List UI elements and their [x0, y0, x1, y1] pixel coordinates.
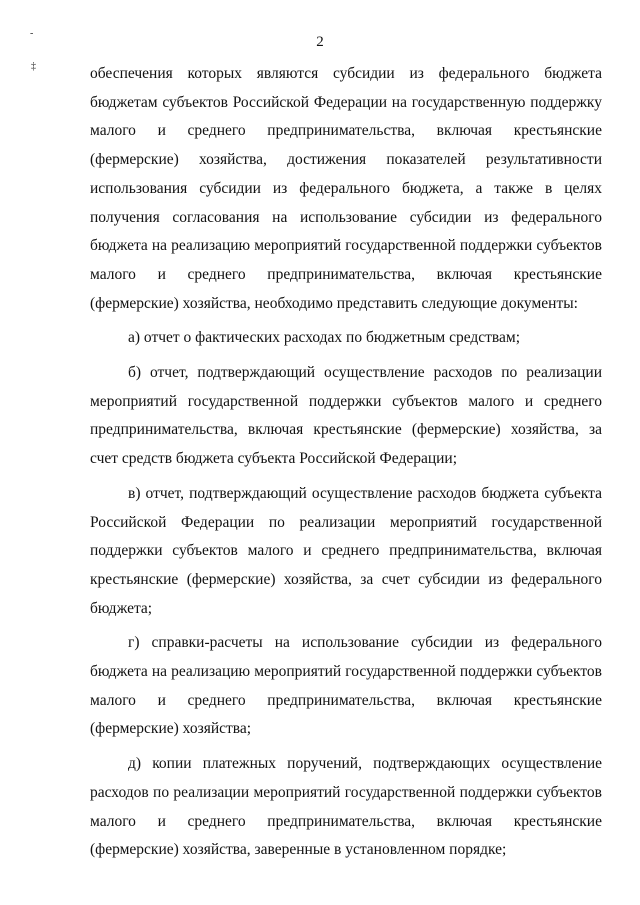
scan-mark: - [30, 28, 34, 39]
list-item-b: б) отчет, подтверждающий осуществление расходов по реализации мероприятий государственной поддержки субъектов малого и среднего предпринимательства, включая крестьянские (фермерские) хозяйства, за счет средств бюджета субъекта Российской Федерации; [90, 364, 602, 468]
list-item-g: г) справки-расчеты на использование субсидии из федерального бюджета на реализацию мероприятий государственной поддержки субъектов малого и среднего предпринимательства, включая крестьянские (фермерские) хозяйства; [90, 634, 602, 738]
page-number: 2 [316, 34, 324, 50]
paragraph-intro: обеспечения которых являются субсидии из федерального бюджета бюджетам субъектов Российской Федерации на государственную поддержку малого и среднего предпринимательства, включая крестьянские (фермерские) хозяйства, достижения показателей результативности использования субсидии из федерального бюджета, а также в целях получения согласования на использование субсидии из федерального бюджета на реализацию мероприятий государственной поддержки субъектов малого и среднего предпринимательства, включая крестьянские (фермерские) хозяйства, необходимо представить следующие документы: [90, 65, 602, 312]
list-item-v: в) отчет, подтверждающий осуществление расходов бюджета субъекта Российской Федерации по реализации мероприятий государственной поддержки субъектов малого и среднего предпринимательства, включая крестьянские (фермерские) хозяйства, за счет субсидии из федерального бюджета; [90, 484, 602, 617]
scan-mark: ‡ [31, 61, 36, 72]
document-body [90, 60, 602, 865]
list-item-a: а) отчет о фактических расходах по бюджетным средствам; [128, 329, 521, 347]
list-item-d: д) копии платежных поручений, подтверждающих осуществление расходов по реализации мероприятий государственной поддержки субъектов малого и среднего предпринимательства, включая крестьянские (фермерские) хозяйства, заверенные в установленном порядке; [90, 755, 602, 859]
